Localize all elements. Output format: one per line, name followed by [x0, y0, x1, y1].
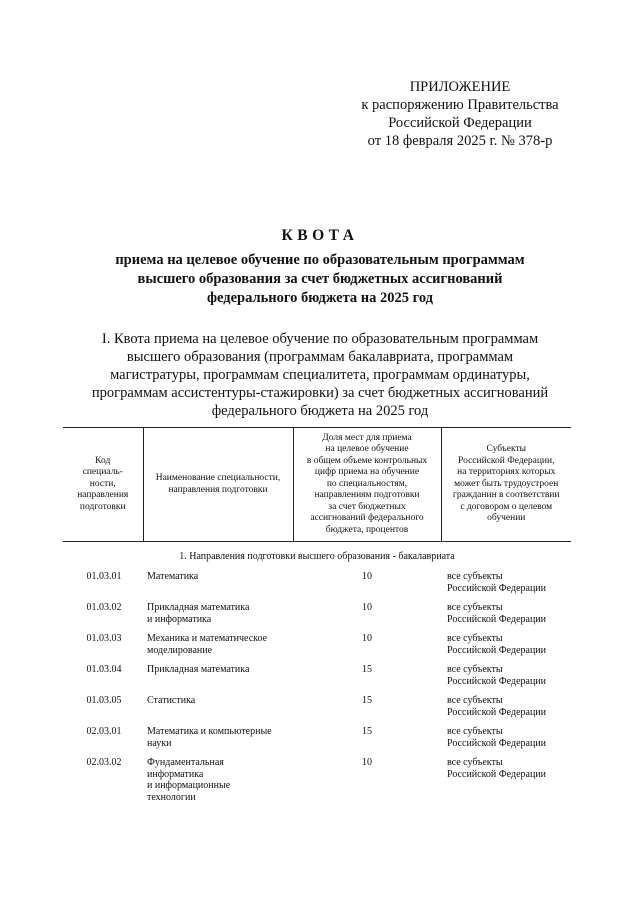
header-share-line: на целевое обучение: [325, 444, 409, 455]
table-row: [63, 664, 571, 687]
row-name-line: Прикладная математика: [147, 602, 250, 613]
appendix-block: [330, 78, 590, 150]
table-row: [63, 571, 571, 594]
row-name-line: информатика: [147, 768, 204, 780]
section-heading-line: программам ассистентуры-стажировки) за счет бюджетных ассигнований: [91, 385, 549, 401]
header-name-line: Наименование специальности,: [155, 473, 281, 483]
header-name: [143, 428, 293, 542]
row-name-line: Математика: [147, 571, 199, 582]
header-share-line: Доля мест для приема: [322, 432, 412, 443]
row-subjects-line: все субъекты: [447, 695, 503, 706]
row-share: 15: [362, 726, 372, 737]
section-heading-line: магистратуры, программам специалитета, программам ординатуры,: [110, 367, 530, 383]
quota-table-rows: [63, 571, 571, 811]
row-share: 10: [362, 757, 372, 768]
row-code: 01.03.05: [86, 695, 122, 706]
row-subjects-line: Российской Федерации: [447, 706, 547, 718]
header-subjects-line: обучении: [487, 513, 526, 524]
appendix-reference: к распоряжению Правительства: [361, 97, 559, 113]
header-share-line: по специальностям,: [326, 478, 408, 489]
table-row: [63, 757, 571, 803]
appendix-label: ПРИЛОЖЕНИЕ: [409, 79, 511, 95]
header-code-line: Код: [95, 455, 111, 466]
row-subjects-line: все субъекты: [447, 664, 503, 675]
row-name-line: науки: [147, 737, 172, 749]
header-share-line: цифр приема на обучение: [314, 467, 420, 478]
row-name-line: Математика и компьютерные: [147, 726, 272, 737]
group-heading: 1. Направления подготовки высшего образования - бакалавриата: [179, 551, 455, 562]
row-code: 02.03.01: [86, 726, 122, 737]
row-name-line: моделирование: [147, 644, 213, 656]
header-code: [63, 428, 143, 542]
header-share-line: за счет бюджетных: [328, 501, 406, 512]
header-code-line: специаль-: [82, 467, 123, 478]
row-subjects-line: Российской Федерации: [447, 768, 547, 780]
row-subjects-line: все субъекты: [447, 571, 503, 582]
document-subtitle: [80, 251, 560, 308]
row-name: [143, 695, 293, 707]
header-subjects-line: на территориях которых: [457, 467, 556, 478]
header-share-line: направлениям подготовки: [314, 490, 420, 501]
section-heading: [60, 330, 580, 420]
document-title: КВОТА: [281, 227, 359, 244]
row-subjects-line: Российской Федерации: [447, 644, 547, 656]
header-code-line: подготовки: [79, 501, 126, 512]
appendix-authority: Российской Федерации: [388, 115, 532, 131]
row-subjects: [441, 602, 571, 625]
row-share: 10: [362, 633, 372, 644]
row-share: 10: [362, 571, 372, 582]
row-name-line: Статистика: [147, 695, 196, 706]
header-name-line: направления подготовки: [168, 484, 268, 495]
row-name: [143, 633, 293, 656]
row-name-line: Прикладная математика: [147, 664, 250, 675]
row-subjects-line: Российской Федерации: [447, 675, 547, 687]
subtitle-line: федерального бюджета на 2025 год: [206, 290, 433, 306]
row-code: 02.03.02: [86, 757, 122, 768]
table-row: [63, 633, 571, 656]
header-share-line: бюджета, процентов: [325, 524, 409, 535]
table-row: [63, 726, 571, 749]
row-name: [143, 726, 293, 749]
row-share: 10: [362, 602, 372, 613]
row-name-line: и информатика: [147, 613, 212, 625]
header-subjects: [441, 428, 571, 542]
row-name: [143, 571, 293, 583]
row-subjects: [441, 726, 571, 749]
row-code: 01.03.03: [86, 633, 122, 644]
row-name: [143, 602, 293, 625]
header-subjects-line: с договором о целевом: [460, 501, 553, 512]
header-subjects-line: может быть трудоустроен: [454, 478, 559, 489]
header-code-line: ности,: [89, 478, 116, 489]
header-share: [293, 428, 441, 542]
row-subjects-line: Российской Федерации: [447, 613, 547, 625]
row-subjects: [441, 571, 571, 594]
row-subjects: [441, 664, 571, 687]
header-subjects-line: Российской Федерации,: [458, 455, 555, 466]
row-subjects-line: все субъекты: [447, 633, 503, 644]
header-share-line: в общем объеме контрольных: [306, 455, 428, 466]
row-name-line: Механика и математическое: [147, 633, 268, 644]
table-row: [63, 695, 571, 718]
row-name: [143, 757, 293, 803]
subtitle-line: высшего образования за счет бюджетных ассигнований: [137, 271, 503, 287]
row-name-line: технологии: [147, 791, 196, 803]
header-code-line: направления: [77, 490, 129, 501]
row-share: 15: [362, 664, 372, 675]
header-subjects-line: гражданин в соответствии: [452, 490, 560, 501]
row-share: 15: [362, 695, 372, 706]
row-subjects-line: все субъекты: [447, 602, 503, 613]
row-subjects-line: все субъекты: [447, 757, 503, 768]
row-subjects-line: все субъекты: [447, 726, 503, 737]
row-code: 01.03.04: [86, 664, 122, 675]
table-row: [63, 602, 571, 625]
header-subjects-line: Субъекты: [486, 444, 526, 455]
row-subjects: [441, 695, 571, 718]
row-name: [143, 664, 293, 676]
row-subjects-line: Российской Федерации: [447, 737, 547, 749]
row-code: 01.03.01: [86, 571, 122, 582]
row-name-line: Фундаментальная: [147, 757, 224, 768]
appendix-date-number: от 18 февраля 2025 г. № 378-р: [367, 133, 553, 149]
subtitle-line: приема на целевое обучение по образовательным программам: [115, 252, 525, 268]
header-share-line: ассигнований федерального: [310, 513, 424, 524]
quota-table-header: [63, 427, 571, 542]
section-heading-line: I. Квота приема на целевое обучение по образовательным программам: [101, 331, 539, 347]
row-subjects-line: Российской Федерации: [447, 582, 547, 594]
section-heading-line: федерального бюджета на 2025 год: [211, 403, 429, 419]
row-subjects: [441, 757, 571, 780]
row-subjects: [441, 633, 571, 656]
row-code: 01.03.02: [86, 602, 122, 613]
section-heading-line: высшего образования (программам бакалавриата, программам: [126, 349, 514, 365]
row-name-line: и информационные: [147, 780, 231, 791]
